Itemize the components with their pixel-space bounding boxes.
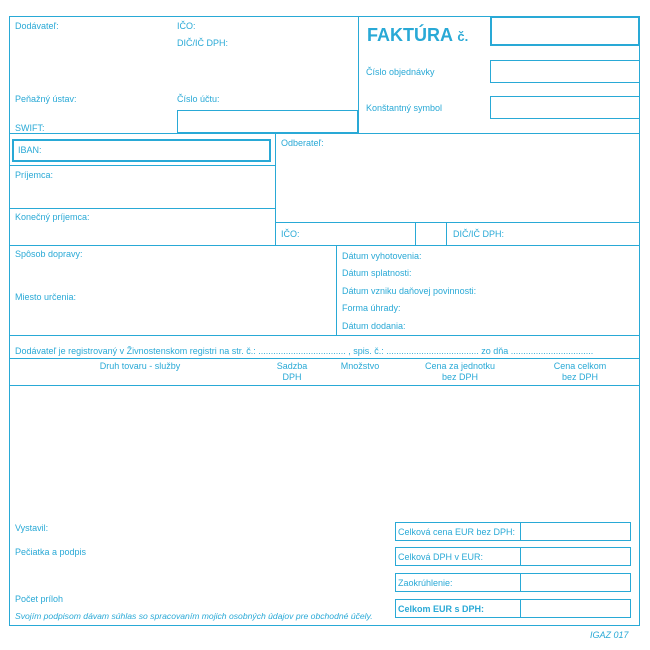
- col-unit-price-header-2: bez DPH: [441, 372, 478, 382]
- table-top-line: [9, 358, 640, 359]
- supplier-label: Dodávateľ:: [15, 21, 59, 31]
- final-recipient-label: Konečný príjemca:: [15, 212, 90, 222]
- customer-ico-label: IČO:: [281, 229, 300, 239]
- header-divider: [358, 16, 359, 133]
- supplier-bottom-line: [9, 133, 275, 134]
- issued-by-label: Vystavil:: [15, 523, 49, 533]
- col-total-header-2: bez DPH: [561, 372, 598, 382]
- total-ex-vat-divider: [520, 522, 521, 541]
- ids-divider-1: [415, 222, 416, 245]
- recipient-label: Príjemca:: [15, 170, 54, 180]
- customer-top-line: [275, 133, 640, 134]
- attachments-label: Počet príloh: [15, 594, 64, 604]
- total-ex-vat-label: Celková cena EUR bez DPH:: [398, 527, 516, 537]
- table-header-line: [9, 385, 640, 386]
- registry-text: Dodávateľ je registrovaný v Živnostenskom registri na str. č.: ................................... , spis. č.: ..................................... zo dňa .................................: [15, 346, 594, 356]
- bank-label: Peňažný ústav:: [15, 94, 77, 104]
- customer-divider: [275, 133, 276, 245]
- account-field[interactable]: [177, 110, 358, 133]
- col-total-header-1: Cena celkom: [553, 361, 607, 371]
- issued-date-label: Dátum vyhotovenia:: [342, 251, 422, 261]
- col-vat-rate-header-1: Sadzba: [276, 361, 308, 371]
- supplier-ico-label: IČO:: [177, 21, 196, 31]
- due-date-label: Dátum splatnosti:: [342, 268, 412, 278]
- swift-label: SWIFT:: [15, 123, 45, 133]
- stamp-signature-label: Pečiatka a podpis: [15, 547, 87, 557]
- dates-divider: [336, 245, 337, 335]
- shipping-method-label: Spôsob dopravy:: [15, 249, 83, 259]
- iban-label: IBAN:: [18, 145, 42, 155]
- total-vat-divider: [520, 547, 521, 566]
- rounding-divider: [520, 573, 521, 592]
- total-inc-vat-label: Celkom EUR s DPH:: [398, 604, 485, 614]
- account-label: Číslo účtu:: [177, 94, 220, 104]
- destination-label: Miesto určenia:: [15, 292, 77, 302]
- order-number-label: Číslo objednávky: [366, 67, 435, 77]
- col-qty-header: Množstvo: [340, 361, 380, 371]
- customer-dic-label: DIČ/IČ DPH:: [453, 229, 505, 239]
- total-inc-vat-divider: [520, 599, 521, 618]
- supplier-dic-label: DIČ/IČ DPH:: [177, 38, 229, 48]
- final-recipient-line: [9, 208, 275, 209]
- iban-field[interactable]: [12, 139, 271, 162]
- invoice-title-text: FAKTÚRA: [367, 25, 453, 45]
- order-number-field[interactable]: [490, 60, 640, 83]
- payment-form-label: Forma úhrady:: [342, 303, 401, 313]
- col-unit-price-header-1: Cena za jednotku: [424, 361, 496, 371]
- delivery-date-label: Dátum dodania:: [342, 321, 406, 331]
- invoice-title: [367, 24, 468, 48]
- constant-symbol-field[interactable]: [490, 96, 640, 119]
- consent-text: Svojím podpisom dávam súhlas so spracovaním mojich osobných údajov pre obchodné účely.: [15, 611, 373, 621]
- invoice-number-field[interactable]: [490, 16, 640, 46]
- col-vat-rate-header-2: DPH: [282, 372, 302, 382]
- registry-top-line: [9, 335, 640, 336]
- tax-duty-date-label: Dátum vzniku daňovej povinnosti:: [342, 286, 477, 296]
- customer-label: Odberateľ:: [281, 138, 324, 148]
- form-code: IGAZ 017: [590, 630, 629, 640]
- shipping-top-line: [9, 245, 640, 246]
- rounding-label: Zaokrúhlenie:: [398, 578, 453, 588]
- col-goods-header: Druh tovaru - služby: [99, 361, 181, 371]
- ids-top-line: [275, 222, 640, 223]
- invoice-title-suffix: č.: [457, 29, 469, 44]
- total-vat-label: Celková DPH v EUR:: [398, 552, 484, 562]
- recipient-line: [9, 165, 275, 166]
- constant-symbol-label: Konštantný symbol: [366, 103, 443, 113]
- ids-divider-2: [446, 222, 447, 245]
